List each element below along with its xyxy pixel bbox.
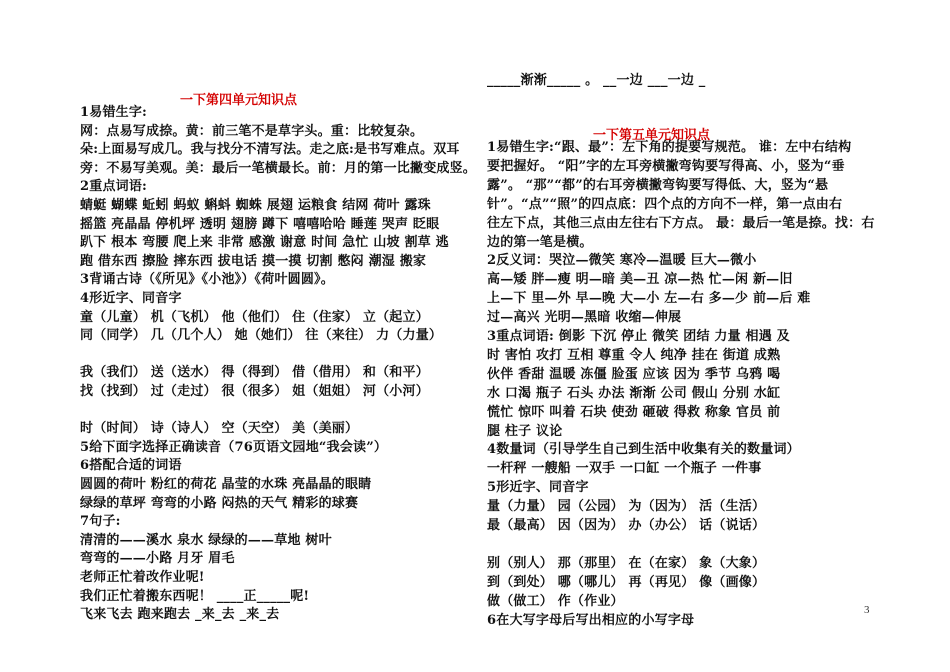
text-line: 老师正忙着改作业呢! <box>80 570 205 585</box>
text-line: 伙伴 香甜 温暖 冻僵 脸蛋 应该 因为 季节 乌鸦 喝 <box>487 366 781 382</box>
text-line: 4形近字、同音字 <box>80 291 182 306</box>
fill-blank-line: _____渐渐_____ 。 __一边 ___一边 _ <box>487 73 706 88</box>
text-line: 针”。“点”“照”的四点底：四个点的方向不一样，第一点由右 <box>487 196 843 212</box>
text-line: 6搭配合适的词语 <box>80 458 182 474</box>
text-line: 慌忙 惊吓 叫着 石块 使劲 砸破 得救 称象 官员 前 <box>487 404 781 420</box>
text-line: 弯弯的——小路 月牙 眉毛 <box>80 551 235 567</box>
text-line: 我（我们） 送（送水） 得（得到） 借（借用） 和（和平） <box>80 365 429 381</box>
text-line: 最（最高） 因（因为） 办（办公） 话（说话） <box>487 518 766 533</box>
text-line: 圆圆的荷叶 粉红的荷花 晶莹的水珠 亮晶晶的眼睛 <box>80 477 372 492</box>
text-line: 5给下面字选择正确读音（76页语文园地“我会读”） <box>80 439 388 455</box>
text-line: 时 害怕 攻打 互相 尊重 令人 纯净 挂在 街道 成熟 <box>487 347 781 363</box>
text-line: 往左下点，其他三点由左往右下方点。 最：最后一笔是捺。找：右 <box>487 215 875 231</box>
text-line: 边的第一笔是横。 <box>487 234 593 250</box>
text-line: 上—下 里—外 早—晚 大—小 左—右 多—少 前—后 难 <box>487 291 811 307</box>
text-line: 3背诵古诗（《所见》《小池》）《荷叶圆圆》。 <box>80 272 334 288</box>
text-line: 6在大写字母后写出相应的小写字母 <box>487 612 695 628</box>
text-line: 7句子: <box>80 514 121 530</box>
text-line: 趴下 根本 弯腰 爬上来 非常 感激 谢意 时间 急忙 山坡 割草 逃 <box>80 235 449 251</box>
text-line: 高—矮 胖—瘦 明—暗 美—丑 凉—热 忙—闲 新—旧 <box>487 272 793 288</box>
unit5-title: 一下第五单元知识点 <box>593 128 711 143</box>
text-line: 做（做工） 作（作业） <box>487 593 624 609</box>
text-line: 朵:上面易写成几。我与找分不清写法。走之底:是书写难点。双耳 <box>80 142 460 158</box>
text-line: 4数量词（引导学生自己到生活中收集有关的数量词） <box>487 442 800 458</box>
text-line: 时（时间） 诗（诗人） 空（天空） 美（美丽） <box>80 421 359 437</box>
text-line: 绿绿的草坪 弯弯的小路 闷热的天气 精彩的球赛 <box>80 495 359 511</box>
text-line: 腿 柱子 议论 <box>487 423 563 439</box>
text-line: 1易错生字:“跟、最”：左下角的提要写规范。 谁：左中右结构 <box>487 140 852 155</box>
text-line: 我们正忙着搬东西呢！ ____正_____呢! <box>80 588 310 604</box>
text-line: 摇篮 亮晶晶 停机坪 透明 翅膀 蹲下 嘻嘻哈哈 睡莲 哭声 眨眼 <box>80 216 440 232</box>
text-line: 跑 借东西 擦脸 摔东西 拔电话 摸一摸 切割 憋闷 潮湿 搬家 <box>80 253 427 269</box>
text-line: 别（别人） 那（那里） 在（在家） 象（大象） <box>487 555 766 571</box>
text-line: 量（力量） 园（公园） 为（因为） 活（生活） <box>487 499 766 515</box>
text-line: 过—高兴 光明—黑暗 收缩—伸展 <box>487 310 682 326</box>
text-line: 清清的——溪水 泉水 绿绿的——草地 树叶 <box>80 532 332 548</box>
text-line: 5形近字、同音字 <box>487 480 589 496</box>
text-line: 一杆秤 一艘船 一双手 一口缸 一个瓶子 一件事 <box>487 461 762 477</box>
text-line: 网：点易写成捺。黄：前三笔不是草字头。重：比较复杂。 <box>80 123 424 139</box>
text-line: 飞来飞去 跑来跑去 _来_去 _来_去 <box>80 607 280 623</box>
text-line: 2反义词：哭泣—微笑 寒冷—温暖 巨大—微小 <box>487 253 757 269</box>
text-line: 同（同学） 几（几个人） 她（她们） 往（来往） 力（力量） <box>80 328 443 344</box>
text-line: 1易错生字: <box>80 105 148 120</box>
text-line: 3重点词语: 倒影 下沉 停止 微笑 团结 力量 相遇 及 <box>487 329 790 344</box>
text-line: 露”。 “那”“都”的右耳旁横撇弯钩要写得低、大，竖为“悬 <box>487 177 829 193</box>
unit4-title: 一下第四单元知识点 <box>180 93 298 108</box>
text-line: 水 口渴 瓶子 石头 办法 渐渐 公司 假山 分别 水缸 <box>487 385 781 401</box>
text-line: 童（儿童） 机（飞机） 他（他们） 住（住家） 立（起立） <box>80 309 429 325</box>
page-number: 3 <box>864 604 870 616</box>
text-line: 到（到处） 哪（哪儿） 再（再见） 像（画像） <box>487 574 766 590</box>
text-line: 旁：不易写美观。美：最后一笔横最长。前：月的第一比撇变成竖。 <box>80 160 477 176</box>
text-line: 2重点词语: <box>80 179 148 195</box>
text-line: 找（找到） 过（走过） 很（很多） 姐（姐姐） 河（小河） <box>80 384 429 399</box>
text-line: 要把握好。 “阳”字的左耳旁横撇弯钩要写得高、小，竖为“垂 <box>487 158 845 174</box>
text-line: 蜻蜓 蝴蝶 蚯蚓 蚂蚁 蝌蚪 蜘蛛 展翅 运粮食 结网 荷叶 露珠 <box>80 198 431 213</box>
